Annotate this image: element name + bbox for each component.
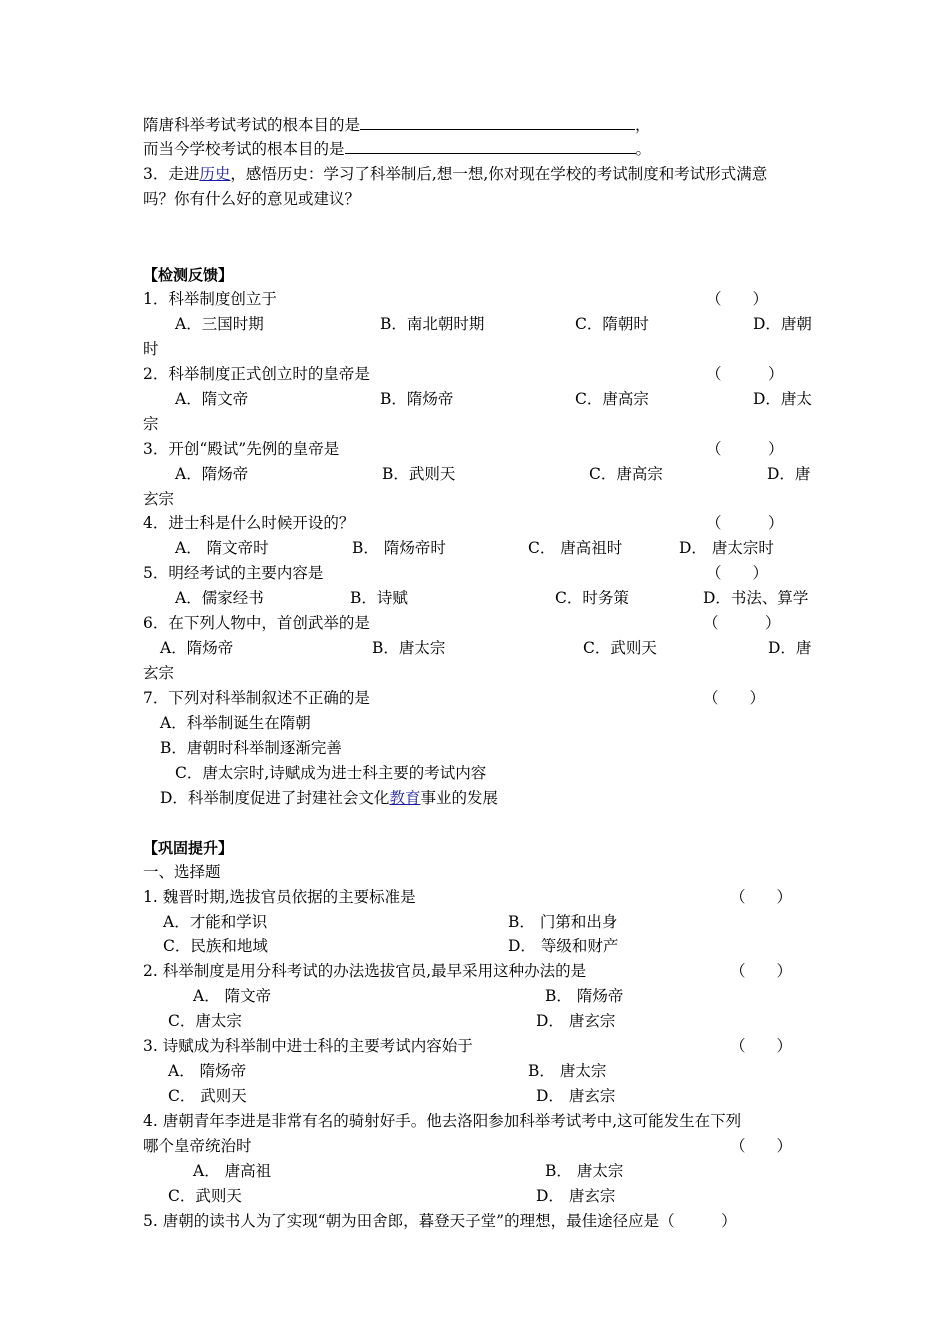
consolidate-q1-option-c[interactable]: C．民族和地域	[163, 937, 268, 955]
intro-line-1-text: 隋唐科举考试考试的根本目的是	[143, 116, 361, 134]
consolidate-q4-option-b[interactable]: B． 唐太宗	[545, 1162, 624, 1180]
feedback-heading: 【检测反馈】	[143, 266, 234, 284]
feedback-q6-option-a[interactable]: A．隋炀帝	[160, 639, 234, 657]
feedback-q7-option-b[interactable]: B．唐朝时科举制逐渐完善	[160, 739, 342, 757]
feedback-q2-option-d-wrap: 宗	[143, 415, 159, 433]
feedback-q3-option-d-wrap: 玄宗	[143, 490, 175, 508]
feedback-q2-option-d[interactable]: D．唐太	[753, 390, 812, 408]
feedback-q3-option-b[interactable]: B．武则天	[382, 465, 456, 483]
intro-line-4: 吗？你有什么好的意见或建议？	[143, 190, 361, 208]
consolidate-q4-option-a[interactable]: A． 唐高祖	[193, 1162, 272, 1180]
feedback-q7-stem: 7．下列对科举制叙述不正确的是	[143, 689, 370, 707]
feedback-q5-stem: 5．明经考试的主要内容是	[143, 564, 324, 582]
consolidate-q4-stem-2: 哪个皇帝统治时	[143, 1137, 252, 1155]
consolidate-q1-option-b[interactable]: B． 门第和出身	[508, 913, 618, 931]
consolidate-heading: 【巩固提升】	[143, 839, 234, 857]
education-link[interactable]: 教育	[389, 789, 421, 807]
feedback-q2-stem: 2．科举制度正式创立时的皇帝是	[143, 365, 370, 383]
consolidate-q2-option-a[interactable]: A． 隋文帝	[193, 987, 272, 1005]
consolidate-q4-option-d[interactable]: D． 唐玄宗	[536, 1187, 616, 1205]
feedback-q2-paren[interactable]: （ ）	[706, 365, 784, 383]
consolidate-q3-option-d[interactable]: D． 唐玄宗	[536, 1087, 616, 1105]
feedback-q3-option-c[interactable]: C．唐高宗	[589, 465, 663, 483]
consolidate-q3-option-a[interactable]: A． 隋炀帝	[168, 1062, 247, 1080]
intro-line-2-text: 而当今学校考试的根本目的是	[143, 140, 345, 158]
consolidate-q1-paren[interactable]: （ ）	[730, 888, 793, 906]
consolidate-q4-paren[interactable]: （ ）	[730, 1137, 793, 1155]
feedback-q7-option-a[interactable]: A．科举制诞生在隋朝	[160, 714, 311, 732]
feedback-q1-stem: 1．科举制度创立于	[143, 290, 277, 308]
feedback-q1-option-a[interactable]: A．三国时期	[175, 315, 264, 333]
feedback-q6-option-b[interactable]: B．唐太宗	[372, 639, 446, 657]
feedback-q3-option-a[interactable]: A．隋炀帝	[175, 465, 249, 483]
consolidate-q3-stem: 3. 诗赋成为科举制中进士科的主要考试内容始于	[143, 1037, 473, 1055]
feedback-q5-option-a[interactable]: A．儒家经书	[175, 589, 264, 607]
answer-blank-2[interactable]	[345, 139, 636, 154]
feedback-q4-option-b[interactable]: B． 隋炀帝时	[352, 539, 446, 557]
consolidate-q1-option-d[interactable]: D． 等级和财产	[508, 937, 619, 955]
consolidate-section-title: 一、选择题	[143, 863, 221, 881]
intro-line-3-post: ，感悟历史：学习了科举制后,想一想,你对现在学校的考试制度和考试形式满意	[230, 165, 768, 183]
consolidate-q4-option-c[interactable]: C．武则天	[168, 1187, 242, 1205]
feedback-q5-option-b[interactable]: B．诗赋	[350, 589, 408, 607]
consolidate-q3-paren[interactable]: （ ）	[730, 1037, 793, 1055]
history-link[interactable]: 历史	[199, 165, 231, 183]
feedback-q6-option-d[interactable]: D．唐	[768, 639, 812, 657]
feedback-q7-paren[interactable]: （ ）	[703, 689, 766, 707]
consolidate-q5-stem: 5. 唐朝的读书人为了实现“朝为田舍郎，暮登天子堂”的理想，最佳途径应是（ ）	[143, 1212, 737, 1230]
feedback-q6-paren[interactable]: （ ）	[703, 614, 781, 632]
feedback-q2-option-a[interactable]: A．隋文帝	[175, 390, 249, 408]
feedback-q1-paren[interactable]: （ ）	[706, 290, 769, 308]
feedback-q7-option-d[interactable]	[160, 788, 498, 808]
intro-line-1	[143, 115, 651, 135]
feedback-q5-paren[interactable]: （ ）	[706, 564, 769, 582]
feedback-q5-option-d[interactable]: D．书法、算学	[703, 589, 809, 607]
feedback-q1-option-c[interactable]: C．隋朝时	[575, 315, 649, 333]
consolidate-q4-stem: 4. 唐朝青年李进是非常有名的骑射好手。他去洛阳参加科举考试考中,这可能发生在下列	[143, 1112, 742, 1130]
feedback-q4-option-d[interactable]: D． 唐太宗时	[679, 539, 774, 557]
answer-blank-1[interactable]	[360, 115, 635, 130]
feedback-q2-option-c[interactable]: C．唐高宗	[575, 390, 649, 408]
feedback-q7-option-c[interactable]: C．唐太宗时,诗赋成为进士科主要的考试内容	[175, 764, 487, 782]
feedback-q3-stem: 3．开创“殿试”先例的皇帝是	[143, 440, 340, 458]
feedback-q6-option-d-wrap: 玄宗	[143, 664, 175, 682]
feedback-q7-option-d-post: 事业的发展	[420, 789, 498, 807]
feedback-q7-option-d-pre: D．科举制度促进了封建社会文化	[160, 789, 390, 807]
feedback-q2-option-b[interactable]: B．隋炀帝	[380, 390, 454, 408]
feedback-q3-option-d[interactable]: D．唐	[767, 465, 811, 483]
feedback-q6-option-c[interactable]: C．武则天	[583, 639, 657, 657]
consolidate-q2-option-d[interactable]: D． 唐玄宗	[536, 1012, 616, 1030]
intro-line-3-pre: 3．走进	[143, 165, 200, 183]
intro-line-3	[143, 164, 767, 184]
feedback-q4-stem: 4．进士科是什么时候开设的？	[143, 514, 355, 532]
feedback-q1-option-b[interactable]: B．南北朝时期	[380, 315, 485, 333]
feedback-q4-paren[interactable]: （ ）	[706, 514, 784, 532]
feedback-q6-stem: 6．在下列人物中，首创武举的是	[143, 614, 370, 632]
feedback-q3-paren[interactable]: （ ）	[706, 440, 784, 458]
consolidate-q2-stem: 2. 科举制度是用分科考试的办法选拔官员,最早采用这种办法的是	[143, 962, 587, 980]
intro-line-2	[143, 139, 651, 159]
consolidate-q1-stem: 1. 魏晋时期,选拔官员依据的主要标准是	[143, 888, 416, 906]
consolidate-q2-option-b[interactable]: B． 隋炀帝	[545, 987, 624, 1005]
feedback-q5-option-c[interactable]: C．时务策	[555, 589, 629, 607]
intro-line-1-end: ，	[635, 116, 651, 134]
feedback-q1-option-d-wrap: 时	[143, 340, 159, 358]
consolidate-q1-option-a[interactable]: A．才能和学识	[163, 913, 268, 931]
intro-line-2-end: 。	[635, 140, 652, 158]
feedback-q4-option-a[interactable]: A． 隋文帝时	[175, 539, 269, 557]
consolidate-q3-option-b[interactable]: B． 唐太宗	[528, 1062, 607, 1080]
feedback-q4-option-c[interactable]: C． 唐高祖时	[528, 539, 623, 557]
consolidate-q3-option-c[interactable]: C． 武则天	[168, 1087, 247, 1105]
feedback-q1-option-d[interactable]: D．唐朝	[753, 315, 812, 333]
consolidate-q2-option-c[interactable]: C．唐太宗	[168, 1012, 242, 1030]
consolidate-q2-paren[interactable]: （ ）	[730, 962, 793, 980]
